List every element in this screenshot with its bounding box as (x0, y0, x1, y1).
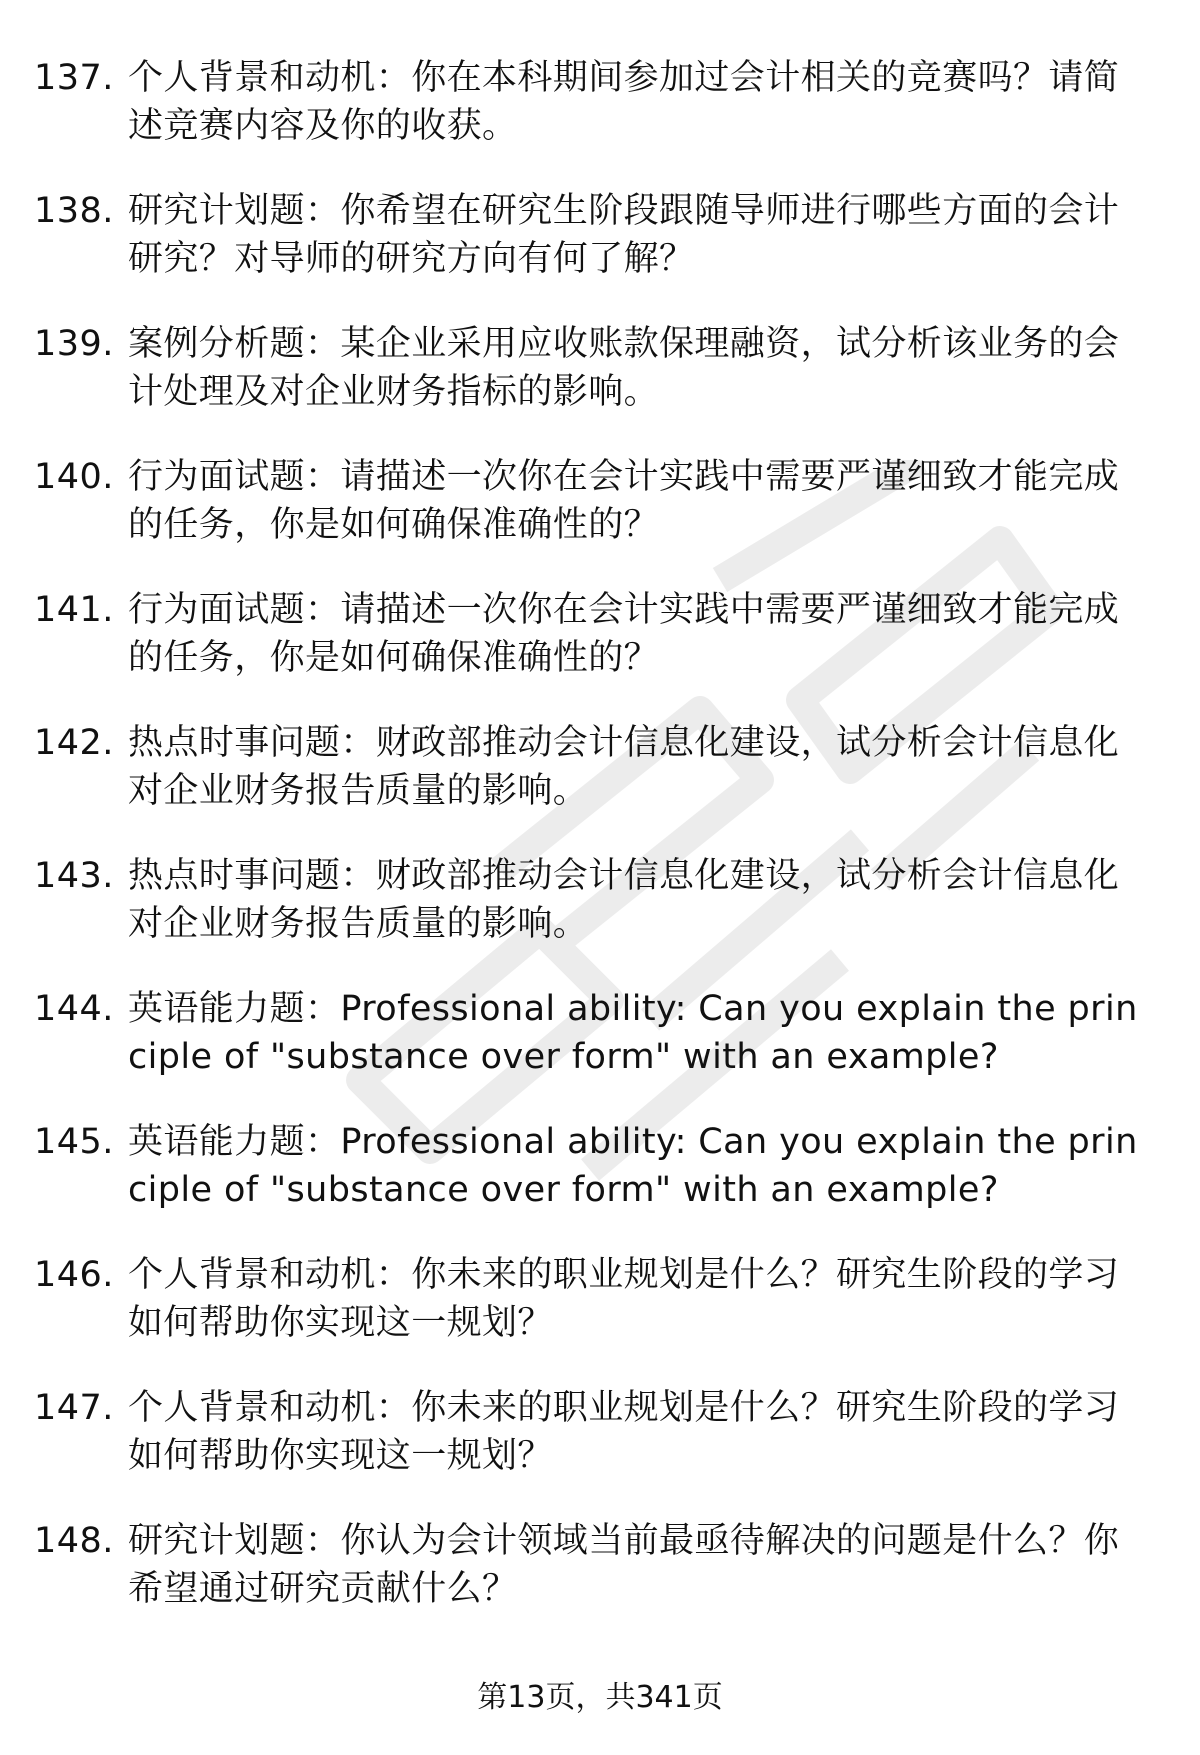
question-item-143 (34, 852, 1144, 985)
question-number: 144. (34, 989, 114, 1029)
question-number: 142. (34, 723, 114, 763)
question-number: 147. (34, 1388, 114, 1428)
question-item-140 (34, 453, 1144, 586)
question-text: 行为面试题：请描述一次你在会计实践中需要严谨细致才能完成的任务，你是如何确保准确性的？ (128, 590, 1120, 678)
question-number: 143. (34, 856, 114, 896)
question-text: 个人背景和动机：你在本科期间参加过会计相关的竞赛吗？请简述竞赛内容及你的收获。 (128, 58, 1120, 146)
question-text: 行为面试题：请描述一次你在会计实践中需要严谨细致才能完成的任务，你是如何确保准确性的？ (128, 457, 1120, 545)
question-item-141 (34, 586, 1144, 719)
question-text: 个人背景和动机：你未来的职业规划是什么？研究生阶段的学习如何帮助你实现这一规划？ (128, 1255, 1120, 1343)
question-item-146 (34, 1251, 1144, 1384)
question-number: 146. (34, 1255, 114, 1295)
question-text: 研究计划题：你希望在研究生阶段跟随导师进行哪些方面的会计研究？对导师的研究方向有何了解？ (128, 191, 1120, 279)
question-text: 热点时事问题：财政部推动会计信息化建设，试分析会计信息化对企业财务报告质量的影响。 (128, 856, 1120, 944)
question-text: 研究计划题：你认为会计领域当前最亟待解决的问题是什么？你希望通过研究贡献什么？ (128, 1521, 1120, 1609)
question-item-139 (34, 320, 1144, 453)
question-item-137 (34, 54, 1144, 187)
question-text: 个人背景和动机：你未来的职业规划是什么？研究生阶段的学习如何帮助你实现这一规划？ (128, 1388, 1120, 1476)
question-item-147 (34, 1384, 1144, 1517)
question-number: 137. (34, 58, 114, 98)
question-text: 英语能力题：Professional ability: Can you explain the principle of "substance over form" with an example? (128, 1122, 1138, 1210)
question-item-145 (34, 1118, 1144, 1251)
question-number: 138. (34, 191, 114, 231)
question-list (34, 54, 1144, 1650)
question-item-142 (34, 719, 1144, 852)
question-text: 案例分析题：某企业采用应收账款保理融资，试分析该业务的会计处理及对企业财务指标的影响。 (128, 324, 1120, 412)
question-item-144 (34, 985, 1144, 1118)
question-number: 145. (34, 1122, 114, 1162)
question-number: 139. (34, 324, 114, 364)
question-number: 141. (34, 590, 114, 630)
question-text: 英语能力题：Professional ability: Can you explain the principle of "substance over form" with an example? (128, 989, 1138, 1077)
question-number: 140. (34, 457, 114, 497)
question-item-138 (34, 187, 1144, 320)
page-number-footer: 第13页，共341页 (477, 1680, 723, 1715)
question-item-148 (34, 1517, 1144, 1650)
question-text: 热点时事问题：财政部推动会计信息化建设，试分析会计信息化对企业财务报告质量的影响。 (128, 723, 1120, 811)
question-number: 148. (34, 1521, 114, 1561)
